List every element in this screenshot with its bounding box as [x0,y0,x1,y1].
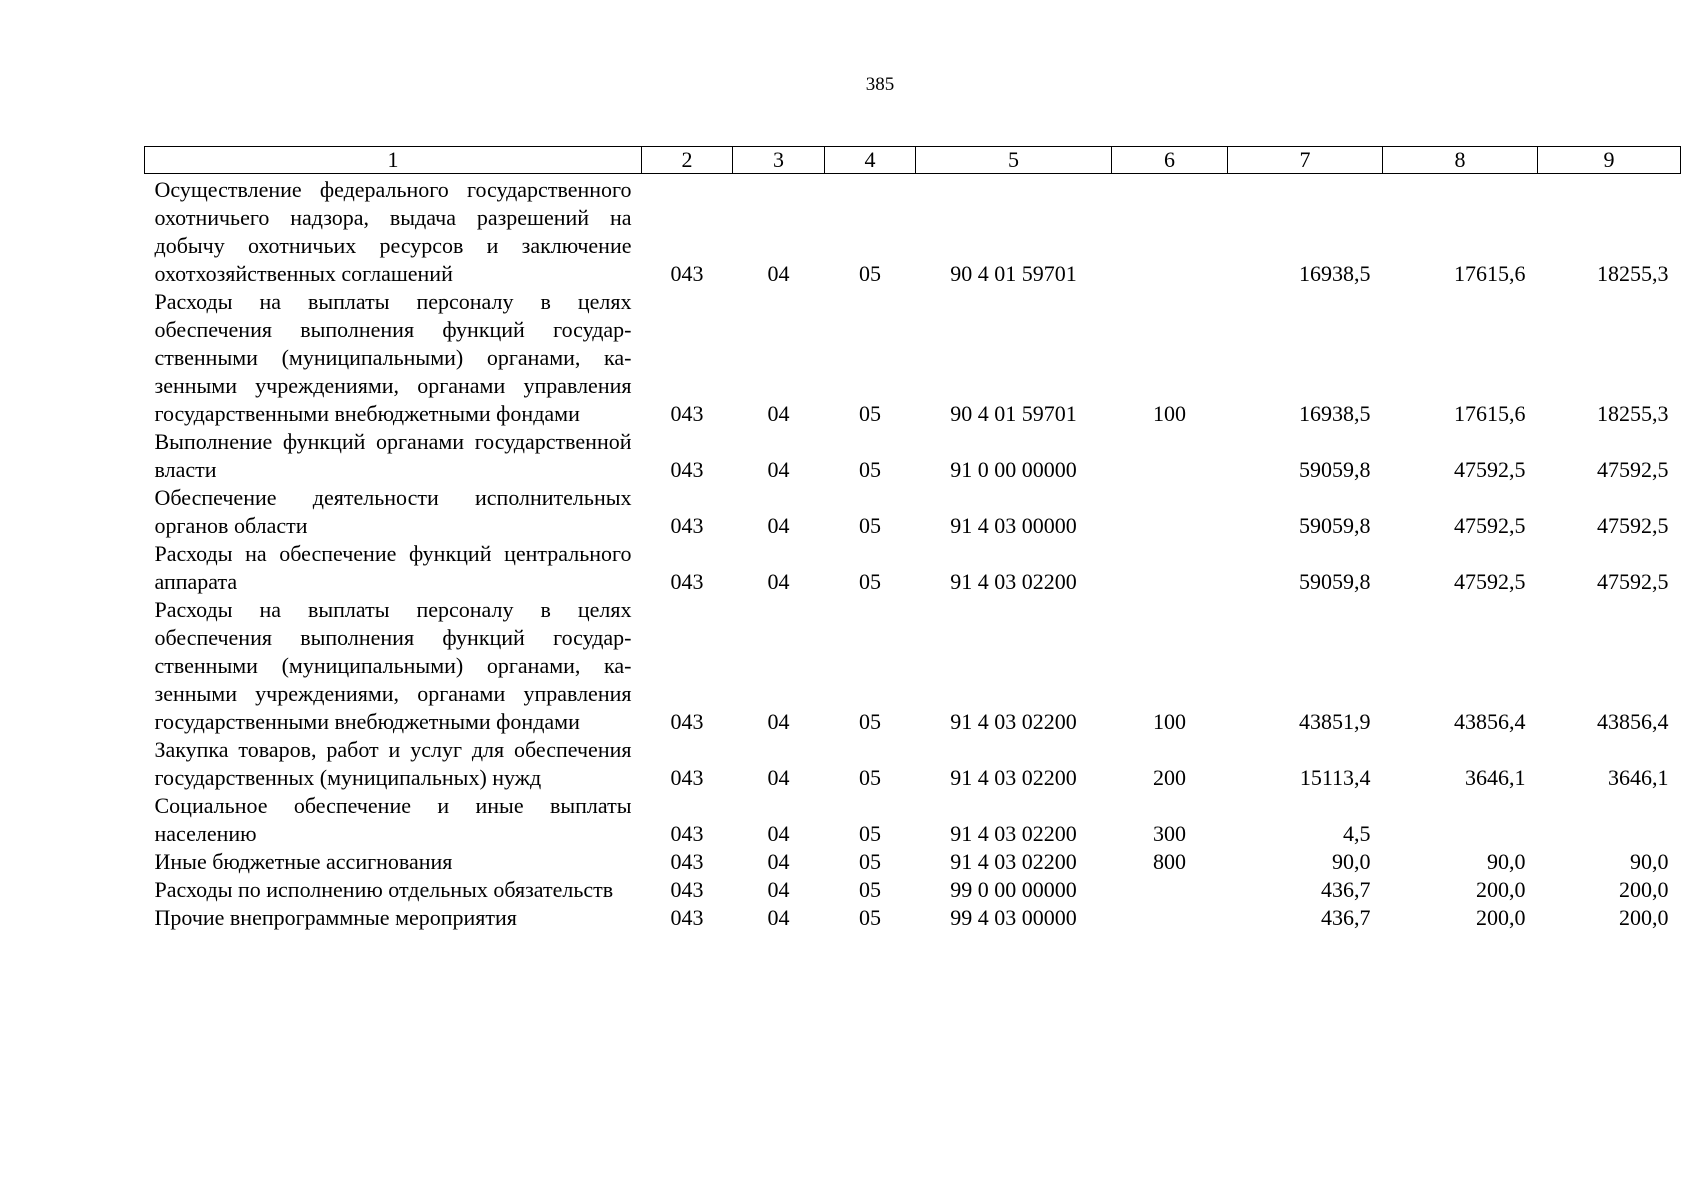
column-header: 7 [1228,147,1383,174]
header-row [145,147,1681,174]
row-name: Расходы на выплаты персоналу в целях обеспечения выполнения функций государственными (муниципальными) органами, казенными учреждениями, органами управления государственными внебюджетными фондами [154,289,632,426]
table-row [145,792,1681,848]
cell-expense-type [1112,876,1228,904]
column-header: 2 [642,147,733,174]
cell-subsection: 05 [859,905,881,930]
cell-admin-code: 043 [670,457,704,482]
cell-amount-1: 15113,4 [1299,765,1371,790]
cell-amount-2: 200,0 [1476,905,1526,930]
cell-expense-type [1112,428,1228,484]
cell-target-article: 91 4 03 02200 [950,765,1077,790]
page-number: 385 [865,74,895,95]
cell-expense-type [1112,484,1228,540]
row-name: Расходы на выплаты персоналу в целях обеспечения выполнения функций государственными (муниципальными) органами, казенными учреждениями, органами управления государственными внебюджетными фондами [154,597,632,734]
cell-subsection: 05 [859,569,881,594]
cell-subsection: 05 [859,849,881,874]
cell-admin-code: 043 [670,709,704,734]
cell-subsection: 05 [859,821,881,846]
cell-amount-3: 43856,4 [1597,709,1669,734]
cell-section: 04 [767,457,790,482]
cell-subsection: 05 [859,709,881,734]
column-header: 4 [825,147,916,174]
cell-amount-1: 16938,5 [1299,261,1371,286]
cell-section: 04 [767,569,790,594]
column-header: 8 [1383,147,1538,174]
cell-amount-1: 59059,8 [1299,569,1371,594]
row-name: Расходы на обеспечение функций центрального аппарата [154,541,632,594]
cell-target-article: 99 4 03 00000 [950,905,1077,930]
row-name: Осуществление федерального государственного охотничьего надзора, выдача разрешений на добычу охотничьих ресурсов и заключение охотхозяйственных соглашений [154,177,632,286]
cell-admin-code: 043 [670,401,704,426]
cell-target-article: 91 4 03 00000 [950,513,1077,538]
cell-section: 04 [767,401,790,426]
column-header: 9 [1538,147,1681,174]
cell-section: 04 [767,877,790,902]
cell-section: 04 [767,849,790,874]
cell-amount-1: 436,7 [1321,905,1371,930]
cell-amount-3: 18255,3 [1597,401,1669,426]
cell-target-article: 90 4 01 59701 [950,401,1077,426]
cell-admin-code: 043 [670,905,704,930]
cell-amount-3: 3646,1 [1608,765,1669,790]
cell-expense-type: 100 [1153,401,1186,426]
cell-amount-1: 436,7 [1321,877,1371,902]
table-row [145,174,1681,289]
table-row [145,428,1681,484]
cell-admin-code: 043 [670,849,704,874]
table-row [145,484,1681,540]
row-name: Расходы по исполнению отдельных обязательств [154,877,614,902]
column-header: 6 [1112,147,1228,174]
cell-section: 04 [767,905,790,930]
cell-amount-1: 16938,5 [1299,401,1371,426]
cell-subsection: 05 [859,765,881,790]
cell-admin-code: 043 [670,261,704,286]
cell-amount-2: 17615,6 [1454,401,1526,426]
cell-amount-2: 17615,6 [1454,261,1526,286]
cell-admin-code: 043 [670,569,704,594]
cell-amount-2: 3646,1 [1465,765,1526,790]
cell-amount-3: 200,0 [1619,877,1669,902]
cell-target-article: 91 4 03 02200 [950,569,1077,594]
table-row [145,288,1681,428]
cell-amount-2: 90,0 [1487,849,1526,874]
cell-admin-code: 043 [670,877,704,902]
row-name: Иные бюджетные ассигнования [154,849,453,874]
cell-amount-2 [1383,792,1538,848]
cell-target-article: 91 0 00 00000 [950,457,1077,482]
cell-expense-type: 200 [1153,765,1186,790]
cell-admin-code: 043 [670,513,704,538]
cell-amount-1: 59059,8 [1299,513,1371,538]
cell-amount-2: 47592,5 [1454,513,1526,538]
cell-section: 04 [767,513,790,538]
cell-amount-2: 47592,5 [1454,457,1526,482]
cell-section: 04 [767,821,790,846]
cell-amount-3: 47592,5 [1597,569,1669,594]
cell-amount-1: 4,5 [1343,821,1371,846]
cell-amount-3: 18255,3 [1597,261,1669,286]
cell-subsection: 05 [859,457,881,482]
cell-amount-2: 47592,5 [1454,569,1526,594]
cell-amount-3 [1538,792,1681,848]
table-row [145,596,1681,736]
cell-expense-type [1112,904,1228,932]
cell-amount-3: 47592,5 [1597,457,1669,482]
cell-expense-type: 300 [1153,821,1186,846]
cell-amount-1: 59059,8 [1299,457,1371,482]
cell-amount-3: 90,0 [1630,849,1669,874]
cell-amount-2: 200,0 [1476,877,1526,902]
row-name: Прочие внепрограммные мероприятия [154,905,517,930]
cell-amount-3: 47592,5 [1597,513,1669,538]
cell-subsection: 05 [859,261,881,286]
cell-section: 04 [767,261,790,286]
cell-expense-type: 800 [1153,849,1186,874]
budget-table [144,146,1681,932]
cell-target-article: 90 4 01 59701 [950,261,1077,286]
cell-target-article: 91 4 03 02200 [950,849,1077,874]
column-header: 5 [916,147,1112,174]
cell-subsection: 05 [859,513,881,538]
row-name: Выполнение функций органами государственной власти [154,429,632,482]
cell-target-article: 99 0 00 00000 [950,877,1077,902]
table-row [145,848,1681,876]
cell-amount-1: 43851,9 [1299,709,1371,734]
cell-section: 04 [767,765,790,790]
row-name: Обеспечение деятельности исполнительных органов области [154,485,632,538]
table-row [145,876,1681,904]
cell-target-article: 91 4 03 02200 [950,821,1077,846]
cell-subsection: 05 [859,877,881,902]
column-header: 3 [733,147,825,174]
cell-amount-3: 200,0 [1619,905,1669,930]
column-header: 1 [145,147,642,174]
row-name: Закупка товаров, работ и услуг для обеспечения государственных (муниципальных) нужд [154,737,632,790]
table-row [145,540,1681,596]
cell-admin-code: 043 [670,765,704,790]
cell-subsection: 05 [859,401,881,426]
cell-expense-type [1112,174,1228,289]
cell-target-article: 91 4 03 02200 [950,709,1077,734]
cell-expense-type: 100 [1153,709,1186,734]
cell-amount-1: 90,0 [1332,849,1371,874]
row-name: Социальное обеспечение и иные выплаты населению [154,793,632,846]
cell-expense-type [1112,540,1228,596]
cell-amount-2: 43856,4 [1454,709,1526,734]
table-row [145,904,1681,932]
cell-section: 04 [767,709,790,734]
table-row [145,736,1681,792]
cell-admin-code: 043 [670,821,704,846]
